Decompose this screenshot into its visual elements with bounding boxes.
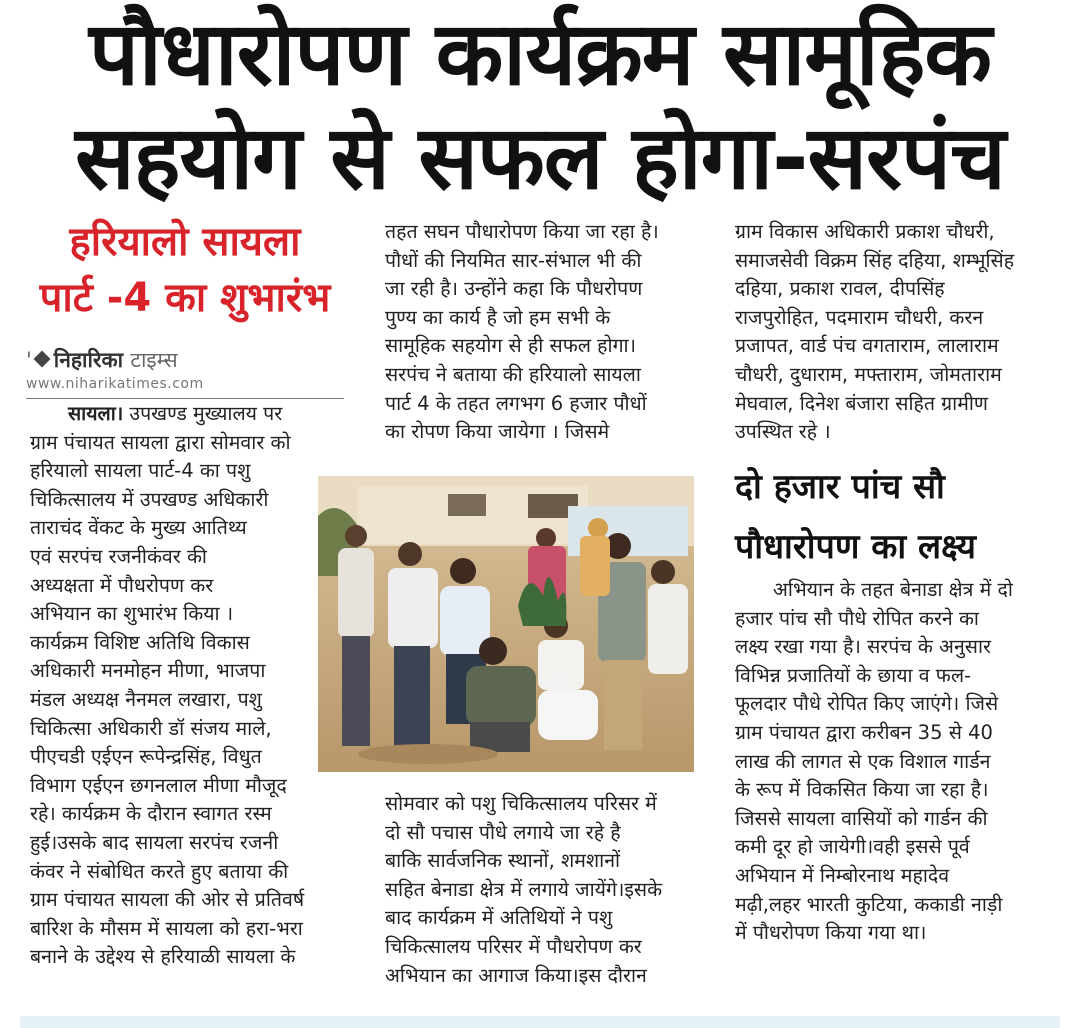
article-line: हजार पांच सौ पौधे रोपित करने का	[735, 606, 979, 630]
article-line: तहत सघन पौधारोपण किया जा रहा है।	[385, 220, 659, 243]
article-line: हरियालो सायला पार्ट-4 का पशु	[30, 459, 251, 483]
article-line: बारिश के मौसम में सायला को हरा-भरा	[30, 916, 303, 940]
article-line: विभिन्न प्रजातियों के छाया व फल-	[735, 663, 972, 687]
article-line: बाकि सार्वजनिक स्थानों, शमशानों	[385, 849, 621, 873]
article-line: के रूप में विकसित किया जा रहा है।	[735, 778, 989, 802]
article-line: दहिया, प्रकाश रावल, दीपसिंह	[735, 277, 945, 301]
article-line: का रोपण किया जायेगा । जिसमे	[385, 420, 610, 444]
article-line: जिससे सायला वासियों को गार्डन की	[735, 806, 988, 830]
article-line: चिकित्सालय में उपखण्ड अधिकारी	[30, 487, 269, 511]
article-line: एवं सरपंच रजनीकंवर की	[30, 544, 207, 568]
article-column-3-bottom	[735, 576, 1065, 948]
article-line: जा रही है। उन्होंने कहा कि पौधरोपण	[385, 277, 643, 301]
article-line: मेघवाल, दिनेश बंजारा सहित ग्रामीण	[735, 391, 989, 415]
article-line: मंडल अध्यक्ष नैनमल लखारा, पशु	[30, 687, 262, 711]
article-line: अभियान में निम्बोरनाथ महादेव	[735, 863, 950, 887]
article-line: सरपंच ने बताया की हरियालो सायला	[385, 362, 641, 386]
article-line: अभियान का आगाज किया।इस दौरान	[385, 963, 647, 987]
article-line: सोमवार को पशु चिकित्सालय परिसर में	[385, 792, 657, 815]
article-line: चिकित्सा अधिकारी डॉ संजय माले,	[30, 716, 272, 740]
article-column-2-top	[385, 218, 710, 447]
article-line: लक्ष्य रखा गया है। सरपंच के अनुसार	[735, 635, 991, 659]
article-line: समाजसेवी विक्रम सिंह दहिया, शम्भूसिंह	[735, 248, 1015, 272]
brand-divider	[26, 398, 344, 399]
brand-website: www.niharikatimes.com	[26, 376, 204, 392]
article-line: पुण्य का कार्य है जो हम सभी के	[385, 305, 611, 329]
article-line: पीएचडी एईएन रूपेन्द्रसिंह, विधुत	[30, 745, 262, 769]
article-line: कमी दूर हो जायेगी।वही इससे पूर्व	[735, 835, 970, 859]
article-line: ग्राम पंचायत सायला द्वारा सोमवार को	[30, 430, 291, 454]
article-column-1	[30, 400, 350, 972]
article-line: सायला। उपखण्ड मुख्यालय पर	[68, 402, 283, 425]
article-line: ग्राम पंचायत द्वारा करीबन 35 से 40	[735, 720, 993, 744]
article-line: उपस्थित रहे ।	[735, 420, 831, 444]
publication-brand	[26, 346, 346, 399]
article-line: ग्राम पंचायत सायला की ओर से प्रतिवर्ष	[30, 888, 305, 912]
article-line: बनाने के उद्देश्य से हरियाळी सायला के	[30, 945, 296, 969]
article-line: सामूहिक सहयोग से ही सफल होगा।	[385, 334, 636, 358]
article-column-2-bottom	[385, 790, 710, 990]
subhead-line-1: हरियालो सायला	[69, 219, 301, 265]
subhead	[30, 214, 340, 326]
diamond-icon	[33, 351, 50, 368]
article-line: में पौधरोपण किया गया था।	[735, 921, 927, 945]
article-line: चौधरी, दुधाराम, मफ्ताराम, जोमताराम	[735, 362, 1002, 386]
section-heading-line-2: पौधारोपण का लक्ष्य	[735, 527, 976, 567]
section-heading-line-1: दो हजार पांच सौ	[735, 467, 945, 507]
headline-line-1: पौधारोपण कार्यक्रम सामूहिक	[89, 2, 991, 105]
article-line: मढ़ी,लहर भारती कुटिया, ककाडी नाड़ी	[735, 892, 1003, 916]
article-line: अध्यक्षता में पौधरोपण कर	[30, 573, 214, 597]
tick-mark-icon: '	[26, 348, 32, 372]
article-line: कार्यक्रम विशिष्ट अतिथि विकास	[30, 630, 250, 654]
article-line: प्रजापत, वार्ड पंच वगताराम, लालाराम	[735, 334, 999, 358]
article-line: फूलदार पौधे रोपित किए जाएंगे। जिसे	[735, 692, 999, 716]
article-line: चिकित्सालय परिसर में पौधरोपण कर	[385, 934, 642, 958]
subhead-line-2: पार्ट -4 का शुभारंभ	[39, 275, 331, 321]
bottom-band	[20, 1016, 1060, 1028]
article-line: दो सौ पचास पौधे लगाये जा रहे है	[385, 820, 621, 844]
article-line: ताराचंद वेंकट के मुख्य आतिथ्य	[30, 516, 247, 540]
dateline: सायला।	[68, 402, 124, 425]
article-line: ग्राम विकास अधिकारी प्रकाश चौधरी,	[735, 220, 995, 243]
brand-name-2: टाइम्स	[130, 348, 178, 372]
article-line: बाद कार्यक्रम में अतिथियों ने पशु	[385, 906, 613, 930]
article-line: पार्ट 4 के तहत लगभग 6 हजार पौधों	[385, 391, 647, 415]
article-line: राजपुरोहित, पदमाराम चौधरी, करन	[735, 305, 984, 329]
article-line: अधिकारी मनमोहन मीणा, भाजपा	[30, 659, 266, 683]
brand-name: निहारिका	[53, 348, 124, 372]
article-line: पौधों की नियमित सार-संभाल भी की	[385, 248, 642, 272]
article-line: रहे। कार्यक्रम के दौरान स्वागत रस्म	[30, 802, 272, 826]
article-line: सहित बेनाडा क्षेत्र में लगाये जायेंगे।इसके	[385, 877, 663, 901]
article-line: हुई।उसके बाद सायला सरपंच रजनी	[30, 830, 279, 854]
article-line: कंवर ने संबोधित करते हुए बताया की	[30, 859, 289, 883]
brand-logo	[26, 346, 346, 374]
headline-line-2: सहयोग से सफल होगा-सरपंच	[75, 106, 1005, 209]
article-line: अभियान के तहत बेनाडा क्षेत्र में दो	[773, 578, 1013, 601]
article-line: विभाग एईएन छगनलाल मीणा मौजूद	[30, 773, 287, 797]
article-column-3-top	[735, 218, 1065, 447]
article-line: लाख की लागत से एक विशाल गार्डन	[735, 749, 991, 773]
headline	[20, 2, 1060, 210]
photo-plantation-icon	[318, 476, 694, 772]
event-photo	[318, 476, 694, 772]
article-line: अभियान का शुभारंभ किया ।	[30, 602, 234, 626]
